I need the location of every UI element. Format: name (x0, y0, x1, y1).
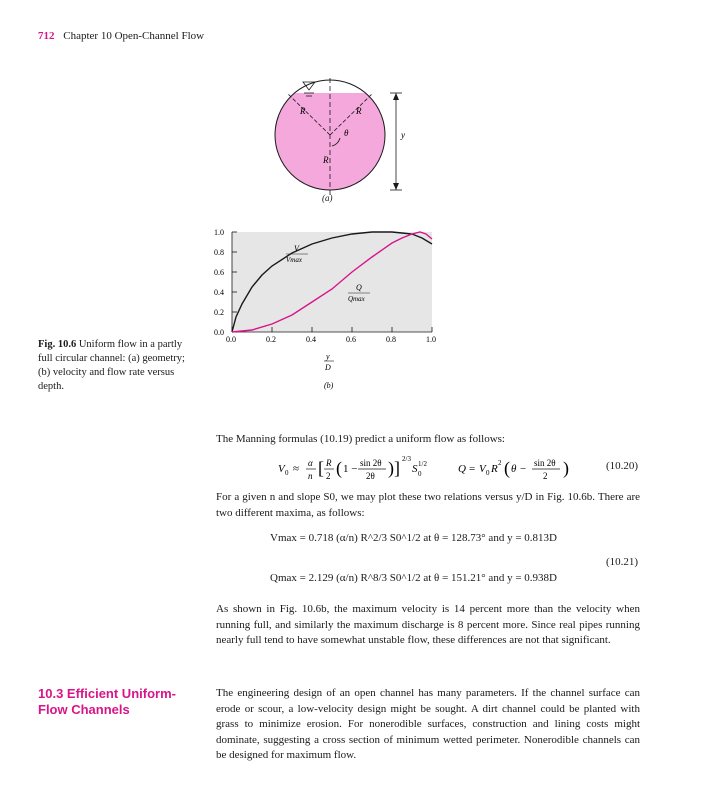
equation-10-20 (278, 452, 598, 486)
svg-text:≈: ≈ (293, 463, 300, 475)
series-label-v-num: V (294, 244, 299, 253)
svg-text:θ: θ (511, 463, 517, 475)
y-tick-label: 0.2 (214, 308, 224, 317)
equation-qmax: Qmax = 2.129 (α/n) R^8/3 S0^1/2 at θ = 151.21° and y = 0.938D (270, 572, 557, 584)
x-tick-label: 0.4 (306, 335, 316, 344)
svg-text:0: 0 (285, 469, 289, 477)
y-tick-label: 1.0 (214, 228, 224, 237)
svg-text:sin 2θ: sin 2θ (360, 458, 382, 468)
svg-text:sin 2θ: sin 2θ (534, 458, 556, 468)
svg-text:α: α (308, 458, 313, 468)
series-label-q-num: Q (356, 283, 362, 292)
svg-text:)]: )] (388, 458, 400, 478)
figure-b-chart (200, 222, 450, 402)
svg-text:(: ( (336, 458, 342, 478)
x-tick-label: 0.0 (226, 335, 236, 344)
label-r-bottom: R (323, 155, 329, 165)
label-r-left: R (300, 106, 306, 116)
y-tick-label: 0.8 (214, 248, 224, 257)
svg-text:1 −: 1 − (343, 463, 358, 475)
svg-text:2: 2 (498, 459, 502, 467)
svg-text:V: V (278, 463, 285, 475)
page-header (38, 30, 204, 42)
svg-text:): ) (563, 458, 569, 478)
svg-text:0: 0 (418, 470, 422, 478)
figure-a-sublabel: (a) (322, 193, 333, 203)
y-tick-label: 0.6 (214, 268, 224, 277)
equation-number-10-21: (10.21) (606, 556, 639, 568)
section-heading: 10.3 Efficient Uniform-Flow Channels (38, 686, 176, 717)
x-tick-label: 0.8 (386, 335, 396, 344)
svg-text:R: R (491, 463, 498, 475)
svg-text:R: R (326, 458, 332, 468)
series-label-v-den: Vmax (286, 256, 302, 264)
y-tick-label: 0.4 (214, 288, 224, 297)
x-tick-label: 1.0 (426, 335, 436, 344)
svg-text:0: 0 (486, 469, 490, 477)
equation-vmax: Vmax = 0.718 (α/n) R^2/3 S0^1/2 at θ = 128.73° and y = 0.813D (270, 532, 557, 544)
x-axis-label-den: D (325, 363, 331, 372)
svg-text:S: S (412, 463, 418, 475)
x-tick-label: 0.2 (266, 335, 276, 344)
equation-number-10-20: (10.20) (606, 460, 639, 472)
x-tick-label: 0.6 (346, 335, 356, 344)
label-theta: θ (344, 128, 349, 138)
page-number: 712 (38, 30, 55, 42)
svg-text:(: ( (504, 458, 510, 478)
y-tick-label: 0.0 (214, 328, 224, 337)
svg-text:n: n (308, 471, 313, 481)
svg-text:2θ: 2θ (366, 471, 375, 481)
paragraph-2: For a given n and slope S0, we may plot these two relations versus y/D in Fig. 10.6b. There are two different maxima, as follows: (216, 491, 640, 519)
chapter-title: Chapter 10 Open-Channel Flow (63, 30, 205, 42)
paragraph-1: The Manning formulas (10.19) predict a uniform flow as follows: (216, 433, 505, 445)
series-label-q-den: Qmax (348, 295, 365, 303)
svg-text:1/2: 1/2 (418, 460, 427, 468)
paragraph-3: As shown in Fig. 10.6b, the maximum velocity is 14 percent more than the velocity when running full, and similarly the maximum discharge is 8 percent more. Since real pipes running nearly full tend to have somewhat unstable flow, these differences are not that significant. (216, 603, 640, 646)
svg-text:V: V (479, 463, 486, 475)
svg-text:[: [ (318, 458, 324, 478)
svg-text:2: 2 (326, 471, 331, 481)
figure-caption (38, 338, 198, 394)
water-fill (270, 93, 420, 210)
paragraph-4: The engineering design of an open channel has many parameters. If the channel surface can erode or scour, a low-velocity design might be sought. A dirt channel could be planted with grass to minimize erosion. For nonerodible surfaces, construction and lining costs might dominate, suggesting a cross section of minimum wetted perimeter. Nonerodible channels can be designed for maximum flow. (216, 687, 640, 761)
caption-label: Fig. 10.6 (38, 339, 77, 350)
svg-text:−: − (520, 463, 527, 475)
plot-area (232, 232, 432, 332)
x-axis-label-num: y (326, 352, 330, 361)
figure-a-geometry (270, 60, 420, 210)
label-y: y (401, 130, 405, 140)
caption-text: Uniform flow in a partly full circular channel: (a) geometry; (b) velocity and flow rate versus depth. (38, 339, 185, 392)
figure-b-sublabel: (b) (324, 381, 334, 390)
svg-text:2/3: 2/3 (402, 455, 411, 463)
label-r-right: R (356, 106, 362, 116)
svg-text:=: = (469, 463, 476, 475)
svg-text:Q: Q (458, 463, 466, 475)
svg-text:2: 2 (543, 471, 548, 481)
